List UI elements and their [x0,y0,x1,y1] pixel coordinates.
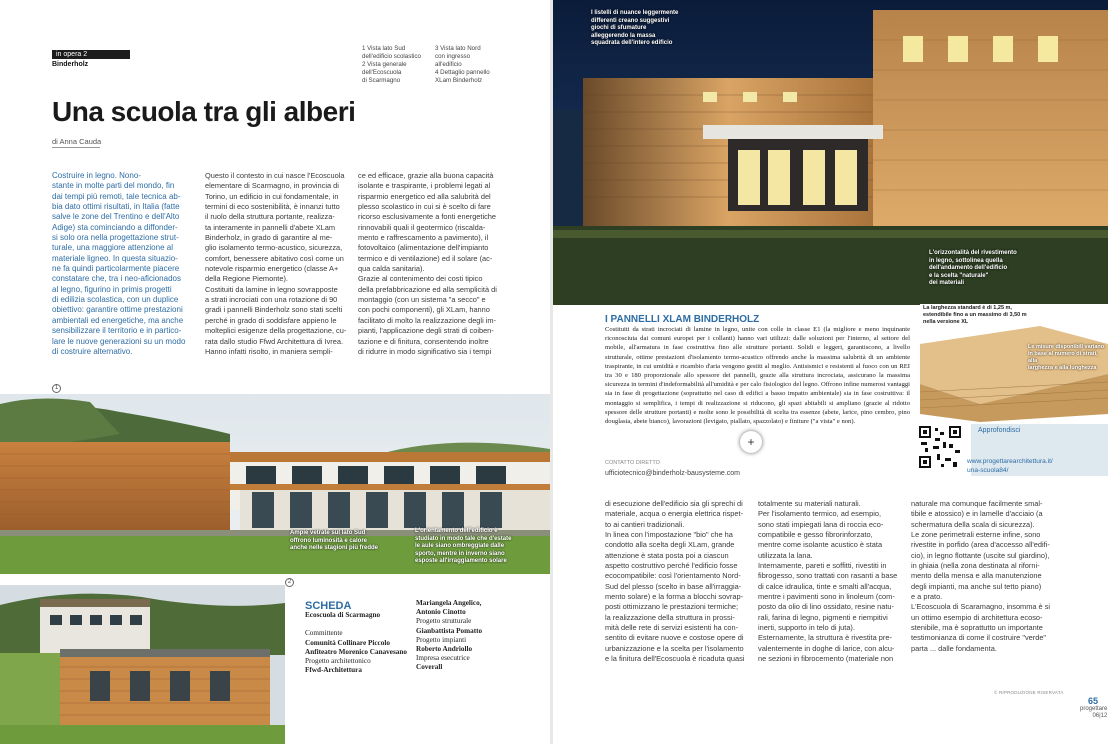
text-line: Hanno infatti risolto, in maniera sempli- [205,346,333,356]
text-line: dell'andamento dell'edificio [929,265,1008,271]
text-line: anche nelle stagioni più fredde [290,545,379,551]
text-line: e la finitura dell'Ecoscuola è ricaduta quasi [605,654,745,664]
figure-number-2: 2 [285,578,294,587]
text-line: Binderholz, in grado di garantire al me- [205,233,333,243]
text-line: utilizzata la lana. [758,550,813,560]
text-line: squadrata dell'intero edificio [591,40,673,46]
text-line: elementare di Scarmagno, in provincia di [205,181,339,191]
scheda-line: Progetto architettonico [305,657,371,666]
text-line: naturale ma comunque facilmente smal- [911,499,1043,508]
text-line: fibrogesso, sono trattati con rasanti a base [758,571,898,581]
right-column-2 [758,499,901,665]
text-line: lare le nuove generazioni su un modo [52,336,186,346]
photo-school-night [553,0,1108,305]
text-line: sporto, mentre in inverno siano [415,550,505,557]
text-line: Questo il contesto in cui nasce l'Ecoscuola [205,171,345,180]
text-line: testimonianza di come il costruire "verde" [911,633,1047,643]
text-line: bia dato ottimi risultati, in Italia (fatte [52,202,180,212]
contact-email: ufficiotecnico@binderholz-bausysteme.com [605,470,740,477]
text-line: della Regione Piemonte). [205,274,288,284]
text-line: plesso scolastico in cui si è scelto di fare [358,202,491,212]
text-line: aspetto costruttivo perché l'edificio fosse [605,561,738,571]
appro-title: Approfondisci [978,427,1021,434]
text-line: urbanizzazione e la scelta per l'isolamento [605,643,744,653]
text-line: notevole risparmio energetico (classe A+ [205,264,339,274]
text-line: materiale ligneo. In questa situazio- [52,253,178,263]
text-line: L'orizzontalità del rivestimento [929,250,1017,256]
text-line: materiale, acqua o energia elettrica rispet- [605,509,744,519]
text-line: www.progettarearchitettura.it/ [967,458,1053,465]
text-line: sentito di evitare nuove e costose opere di [605,633,744,643]
text-line: isolante e traspirante, i problemi legati al [358,181,491,191]
panel-size-caption [923,305,1027,326]
text-line: termico e di ventilazione) ed il solare (ac- [358,253,493,263]
scheda-title: SCHEDA [305,600,352,612]
text-line: ne fa quindi particolarmente piacere [52,264,180,274]
scheda-line: Coverall [416,663,443,672]
text-line: degli impianti, ma anche sul tetto piano) [911,581,1042,591]
text-line: mentre i pavimenti sono in linoleum (com- [758,592,895,602]
box-text: Costituiti da strati incrociati di lamine in legno, unite con colle in classe E1 (la migliore e meno inquinante riconosciuta dai comuni europei per i collanti) hanno vari utilizzi: dalle soluzioni per l'interno, al settore del mobile, all'armatura in fase costruttiva fino alle strutture portanti. Solidi e leggeri, garantiscono, a livello strutturale, ottime prestazioni d'isolamento termo-acustico offrendo anche la massima salubrità di un ambiente traspirante, in cui umidità e ricambio d'aria vengono gestiti al meglio. Antisismici e resistenti al fuoco con un REI tra 30 e 180 proporzionale allo spessore dei pannelli, grazie alla struttura incrociata, assicurano la massima sicurezza in termini d'indeformabilità all'umidità e per calo fisiologico del legno. Offrono infine numerosi vantaggi sia in fase di progettazione (soprattutto nel caso di edifici a basso impatto ambientale) sia in fase costruttiva: il montaggio si semplifica, i tempi di realizzazione si riducono, gli spazi abitabili si ampliano (grazie al ridotto spessore delle strutture portanti) e molte sono le possibilità di scelta tra essenze (abete, larice, pino cembro, pino douglasia, abete bianco), lavorazioni (levigato, piallato, spazzolato) e finiture ("a vista" e non). [605,326,910,426]
text-line: mento solare) e la forma a blocchi sovrap- [605,592,744,602]
caption-line: all'edificio [435,61,462,68]
right-column-3 [911,499,1054,654]
caption-line: di Scarmagno [362,77,401,84]
scheda-line: Roberto Andriollo [416,645,473,654]
text-line: to ai cantieri tradizionali. [605,519,685,529]
text-line: alleggerendo la massa [591,32,656,39]
text-line: la realizzazione della struttura in prossi- [605,612,735,622]
overlay-caption-2 [415,528,511,566]
text-line: dai tempi più remoti, tale tecnica ab- [52,191,181,201]
text-line: tibile e atossico) e in lamelle d'acciaio (a [911,509,1043,519]
captions-left [362,45,421,85]
body-column-3 [358,171,501,357]
text-line: larghezza e alla lunghezza [1028,365,1097,371]
text-line: differenti creano suggestivi [591,17,670,24]
text-line: schermatura della scala di sicurezza). [911,519,1035,529]
text-line: ambientali ed energetiche, ma anche [52,315,184,325]
text-line: condotto alla scelta degli XLam, grande [605,540,735,550]
overlay-caption-1 [290,530,378,553]
text-line: turale, una maggiore attenzione al [52,243,173,253]
text-line: risparmio energetico ed alla salubrità del [358,191,491,201]
text-line: salve le zone del Trentino e dell'Alto [52,212,180,222]
caption-line: 2 Vista generale [362,61,407,68]
text-line: attenzione è stata posta poi a ciascun [605,550,729,560]
caption-line: 3 Vista lato Nord [435,45,481,52]
text-line: stante in molte parti del mondo, fin [52,181,175,191]
text-line: molteplici esigenze della progettazione, cu- [205,326,347,336]
text-line: si solo ora nella progettazione strut- [52,233,179,243]
panel-measures-caption [1028,344,1108,372]
caption-line: XLam Binderholz [435,77,483,84]
text-line: 06|12 [1092,713,1108,719]
text-line: inerti, supporto in telo di juta). [758,623,855,633]
scheda-column-1 [305,611,407,675]
text-line: parta ... dalle fondamenta. [911,643,997,653]
text-line: le aule siano ombreggiate dalle [415,543,505,549]
scheda-line: Mariangela Angelico, [416,599,482,607]
text-line: della prefabbricazione ed alla semplicità di [358,284,497,294]
contact-label: CONTATTO DIRETTO [605,460,660,466]
zoom-icon[interactable]: + [740,431,762,453]
body-column-2 [205,171,348,357]
left-page [0,0,550,744]
text-line: Costruire in legno. Nono- [52,171,141,180]
scheda-line: Ecoscuola di Scarmagno [305,611,381,619]
text-line: in base al numero di strati, alla [1028,351,1098,364]
text-line: giochi di sfumature [591,25,647,31]
photo-school-overview [0,585,285,744]
scheda-line: Anfiteatro Morenico Canavesano [305,647,407,656]
text-line: fotovoltaico (alimentazione dell'impianto [358,243,489,253]
text-line: mento e raffrescamento a pavimento), il [358,233,489,243]
text-line: di ridurre in modo significativo sia i tempi [358,346,492,356]
text-line: pianti, l'applicazione degli strati di coiben- [358,326,494,336]
text-line: L'orientamento dell'edificio è [415,528,498,534]
text-line: tazione e di finitura, consentendo inoltre [358,336,489,346]
text-line: offrono luminosità e calore [290,537,368,544]
scheda-line: Gianbattista Pomatto [416,626,483,635]
text-line: La larghezza standard è di 1,25 m, [923,305,1012,311]
scheda-line: Comunità Collinare Piccolo [305,638,390,647]
text-line: perché in grado di soddisfare appieno le [205,315,337,325]
scheda-line: Committente [305,629,343,638]
text-line: sensibilizzare il territorio e in partico- [52,326,182,336]
photo-xlam-panel [920,304,1108,422]
intro-column [52,171,195,357]
section-tag: in opera 2 [52,50,130,59]
text-line: di edilizia scolastica, con un duplice [52,295,179,305]
appro-link[interactable] [967,458,1053,475]
text-line: mità delle rete di servizi esistenti ha con- [605,623,739,633]
text-line: mentre come isolante acustico è stata [758,540,883,550]
text-line: Sud del plesso (scelto in base all'irraggia- [605,581,742,591]
text-line: in ghiaia (nella zona destinata al riforni- [911,561,1040,571]
text-line: In linea con l'impostazione "bio" che ha [605,530,733,540]
text-line: una-scuola84/ [967,466,1009,474]
text-line: mento della mensa e alla manutenzione [911,571,1042,581]
text-line: e la scelta "naturale" [929,272,989,279]
text-line: e a prato. [911,592,943,602]
text-line: estendibile fino a un massimo di 3,50 m [923,312,1027,318]
text-line: totalmente su materiali naturali. [758,499,861,508]
scheda-line: Progetto impianti [416,635,467,644]
text-line: L'Ecoscuola di Scaramagno, insomma è si [911,602,1051,612]
text-line: stenibile, ma è soprattutto un importante [911,623,1043,633]
photo-school-south [0,394,550,574]
right-page [553,0,1108,744]
right-column-1 [605,499,748,665]
text-line: di costruire alternativo. [52,346,133,356]
article-title: Una scuola tra gli alberi [52,96,356,127]
text-line: montaggio (con un sistema "a secco" e [358,295,486,305]
text-line: ecocompatibile: così l'orientamento Nord- [605,571,741,581]
text-line: Le zone perimetrali esterne infine, sono [911,530,1041,540]
text-line: posti ottimizzano le prestazioni termiche; [605,602,739,612]
text-line: Per l'isolamento termico, ad esempio, [758,509,881,519]
scheda-line: Ffwd-Architettura [305,666,362,675]
caption-line: 1 Vista lato Sud [362,45,406,52]
text-line: gradi i pannelli Binderholz sono stati scelti [205,305,343,315]
text-line: dei materiali [929,280,965,286]
text-line: di calce idraulica, tinte e smalti all'acqua, [758,581,892,591]
text-line: Costituiti da lamine in legno sovrapposte [205,284,338,294]
text-line: I listelli di nuance leggermente [591,10,679,16]
text-line: sono stati impiegati lana di roccia eco- [758,519,884,529]
text-line: nella versione XL [923,319,969,325]
page-number: 65 [1088,696,1099,706]
caption-line: dell'Ecoscuola [362,69,402,76]
caption-line: dell'edificio scolastico [362,53,421,60]
text-line: Esternamente, la struttura è rivestita pre- [758,633,892,643]
text-line: il ruolo della struttura portante, realizza- [205,212,335,222]
text-line: ne sezioni in fibrocemento (materiale non [758,654,894,664]
text-line: di esecuzione dell'edificio sia gli sprechi di [605,499,743,508]
text-line: rali, farina di legno, pigmenti e riempitivi [758,612,888,622]
author-byline: di Anna Cauda [52,137,102,146]
scheda-line: Impresa esecutrice [416,654,470,663]
caption-line: 4 Dettaglio pannello [435,69,490,76]
text-line: ta interamente in pannelli d'abete XLam [205,222,336,232]
text-line: studiato in modo tale che d'estate [415,535,512,542]
overlay-caption-mid [929,250,1017,288]
text-line: termini di eco sostenibilità, è innanzi tutto [205,202,340,212]
text-line: al legno, figurino in primis progetti [52,284,172,294]
text-line: glio isolamento termo-acustico, sicurezza, [205,243,343,253]
text-line: in legno, sottolinea quella [929,257,1003,264]
text-line: cio), in legno flottante (uscite sul giardino), [911,550,1050,560]
text-line: a strati incrociati con una rotazione di 90 [205,295,338,305]
text-line: comfort, benessere abitativo così come un [205,253,344,263]
text-line: obiettivo: garantire ottime prestazioni [52,305,183,315]
text-line: ce ed efficace, grazie alla buona capacità [358,171,494,180]
text-line: Adige) sta cominciando a diffonder- [52,222,178,232]
brand-name: Binderholz [52,61,89,68]
text-line: rinnovabili quali il geotermico (riscalda- [358,222,486,232]
text-line: ricorso esclusivamente a fonti energetiche [358,212,497,222]
text-line: rata dallo studio Ffwd Architettura di Ivrea. [205,336,344,346]
text-line: rivestite in porfido (area d'accesso all'edifi- [911,540,1050,550]
text-line: un ottimo esempio di architettura ecoso- [911,612,1043,622]
text-line: esposte all'irraggiamento solare [415,558,507,564]
scheda-line: Progetto strutturale [416,617,472,626]
text-line: qua calda sanitaria). [358,264,425,274]
magazine-brand [1080,706,1107,720]
text-line: facilitato di molto la realizzazione degli im- [358,315,497,325]
qr-code-icon[interactable] [917,424,963,470]
overlay-caption-top [591,10,678,48]
figure-number-1: 1 [52,384,61,393]
text-line: compatibile e gesso fibrorinforzato, [758,530,873,540]
text-line: constatare che, tra i neo-aficionados [52,274,181,284]
scheda-line [305,620,407,629]
text-line: con pochi componenti), gli XLam, hanno [358,305,490,315]
scheda-column-2 [416,599,482,673]
text-line: posto da olio di lino ossidato, resine natu- [758,602,894,612]
box-title: I PANNELLI XLAM BINDERHOLZ [605,314,760,325]
text-line: Grazie al contenimento dei costi tipico [358,274,483,284]
text-line: Le misure disponibili variano [1028,344,1105,350]
text-line: Torino, un edificio in cui fondamentale, in [205,191,339,201]
scheda-line: Antonio Cinotto [416,608,466,617]
text-line: valentemente in doghe di larice, con alcu- [758,643,895,653]
copyright-note: © RIPRODUZIONE RISERVATA [994,690,1064,695]
text-line: Ampie vetrate sul lato Sud [290,530,366,536]
text-line: Internamente, pareti e soffitti, rivestiti in [758,561,887,571]
captions-right [435,45,490,85]
caption-line: con ingresso [435,53,471,60]
text-line: progettare [1080,706,1108,712]
